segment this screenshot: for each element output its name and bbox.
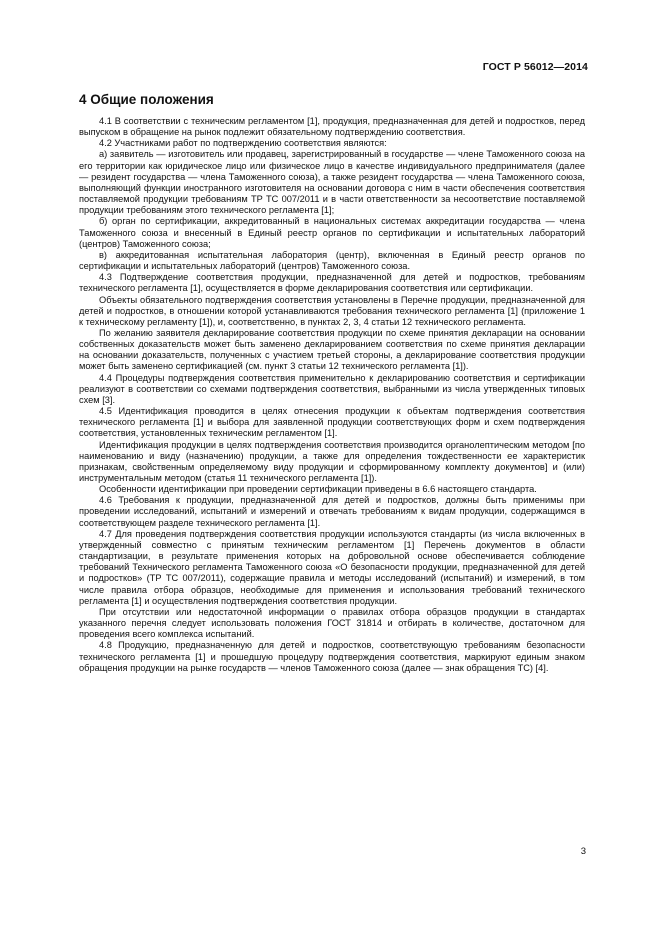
paragraph-4-7: 4.7 Для проведения подтверждения соответствия продукции используются стандарты (из числа включенных в утвержденный совместно с принятым техническим регламентом [1] Перечень документов в области стандартизации, в результате применения которых на добровольной основе обеспечивается соблюдение требований Технического регламента Таможенного союза «О безопасности продукции, предназначенной для детей и подростков» (ТР ТС 007/2011), содержащие правила и методы исследований (испытаний) и измерений, в том числе правила отбора образцов, необходимые для применения и использования требований технического регламента [1] и осуществления подтверждения соответствия продукции.	[79, 528, 585, 606]
paragraph-4-2-a: а) заявитель — изготовитель или продавец, зарегистрированный в государстве — члене Таможенного союза на его территории как юридическое лицо или физическое лицо в качестве индивидуального предпринимателя (далее — резидент государства — члена Таможенного союза), а также резидент государства — члена Таможенного союза, выполняющий функции иностранного изготовителя на основании договора с ним в части обеспечения соответствия поставляемой продукции требованиям ТР ТС 007/2011 и в части ответственности за несоответствие поставляемой продукции требованиям этого технического регламента [1];	[79, 149, 585, 216]
paragraph-4-5: 4.5 Идентификация проводится в целях отнесения продукции к объектам подтверждения соответствия технического регламента [1] и выбора для заявленной продукции соответствующих форм и схем подтверждения соответствия, установленных техническим регламентом [1].	[79, 406, 585, 439]
section-title: 4 Общие положения	[79, 92, 214, 107]
paragraph-4-4: 4.4 Процедуры подтверждения соответствия применительно к декларированию соответствия и сертификации реализуют в соответствии со схемами подтверждения соответствия, выбранными из числа утвержденных типовых схем [3].	[79, 372, 585, 405]
section-body	[79, 116, 585, 674]
paragraph-4-2: 4.2 Участниками работ по подтверждению соответствия являются:	[99, 138, 387, 149]
paragraph-4-2-v: в) аккредитованная испытательная лаборатория (центр), включенная в Единый реестр органов по сертификации и испытательных лабораторий (центров) Таможенного союза.	[79, 249, 585, 272]
paragraph-4-2-b: б) орган по сертификации, аккредитованный в национальных системах аккредитации государства — члена Таможенного союза и внесенный в Единый реестр органов по сертификации и испытательных лабораторий (центров) Таможенного союза;	[79, 216, 585, 249]
page-number: 3	[580, 846, 586, 857]
paragraph-4-3-applicant: По желанию заявителя декларирование соответствия продукции по схеме принятия декларации на основании собственных доказательств может быть заменено декларированием соответствия по схеме принятия декларации на основании доказательств, полученных с участием третьей стороны, а декларирование соответствия продукции может быть заменено сертификацией (см. пункт 3 статьи 12 технического регламента [1]).	[79, 327, 585, 372]
paragraph-4-6: 4.6 Требования к продукции, предназначенной для детей и подростков, должны быть применимы при проведении исследований, испытаний и измерений и отвечать требованиям к видам продукции, содержащимся в соответствующем разделе технического регламента [1].	[79, 495, 585, 528]
paragraph-4-7-sampling: При отсутствии или недостаточной информации о правилах отбора образцов продукции в стандартах указанного перечня следует использовать положения ГОСТ 31814 и отбирать в количестве, достаточном для проведения всего комплекса испытаний.	[79, 606, 585, 640]
paragraph-4-5-identification: Идентификация продукции в целях подтверждения соответствия производится органолептическим методом [по наименованию и виду (назначению) продукции, а также для определения тождественности ее характеристик признакам, свойственным определяемому виду продукции и сформированному комплекту документов] и (или) инструментальным методом (статья 11 технического регламента [1]).	[79, 439, 585, 483]
standard-id: ГОСТ Р 56012—2014	[482, 61, 588, 73]
paragraph-4-8: 4.8 Продукцию, предназначенную для детей и подростков, соответствующую требованиям безопасности технического регламента [1] и прошедшую процедуру подтверждения соответствия, маркируют единым знаком обращения продукции на рынке государств — членов Таможенного союза (далее — знак обращения ТС) [4].	[79, 640, 585, 673]
paragraph-4-5-features: Особенности идентификации при проведении сертификации приведены в 6.6 настоящего стандарта.	[99, 484, 537, 495]
paragraph-4-3: 4.3 Подтверждение соответствия продукции, предназначенной для детей и подростков, требованиям технического регламента [1], осуществляется в форме декларирования соответствия или сертификации.	[79, 272, 585, 294]
paragraph-4-3-objects: Объекты обязательного подтверждения соответствия установлены в Перечне продукции, предназначенной для детей и подростков, в отношении которой устанавливаются требования технического регламента [1] (приложение 1 к техническому регламенту [1]), и, соответственно, в пунктах 2, 3, 4 статьи 12 технического регламента.	[79, 294, 585, 327]
paragraph-4-1: 4.1 В соответствии с техническим регламентом [1], продукция, предназначенная для детей и подростков, перед выпуском в обращение на рынок подлежит обязательному подтверждению соответствия.	[79, 116, 585, 138]
